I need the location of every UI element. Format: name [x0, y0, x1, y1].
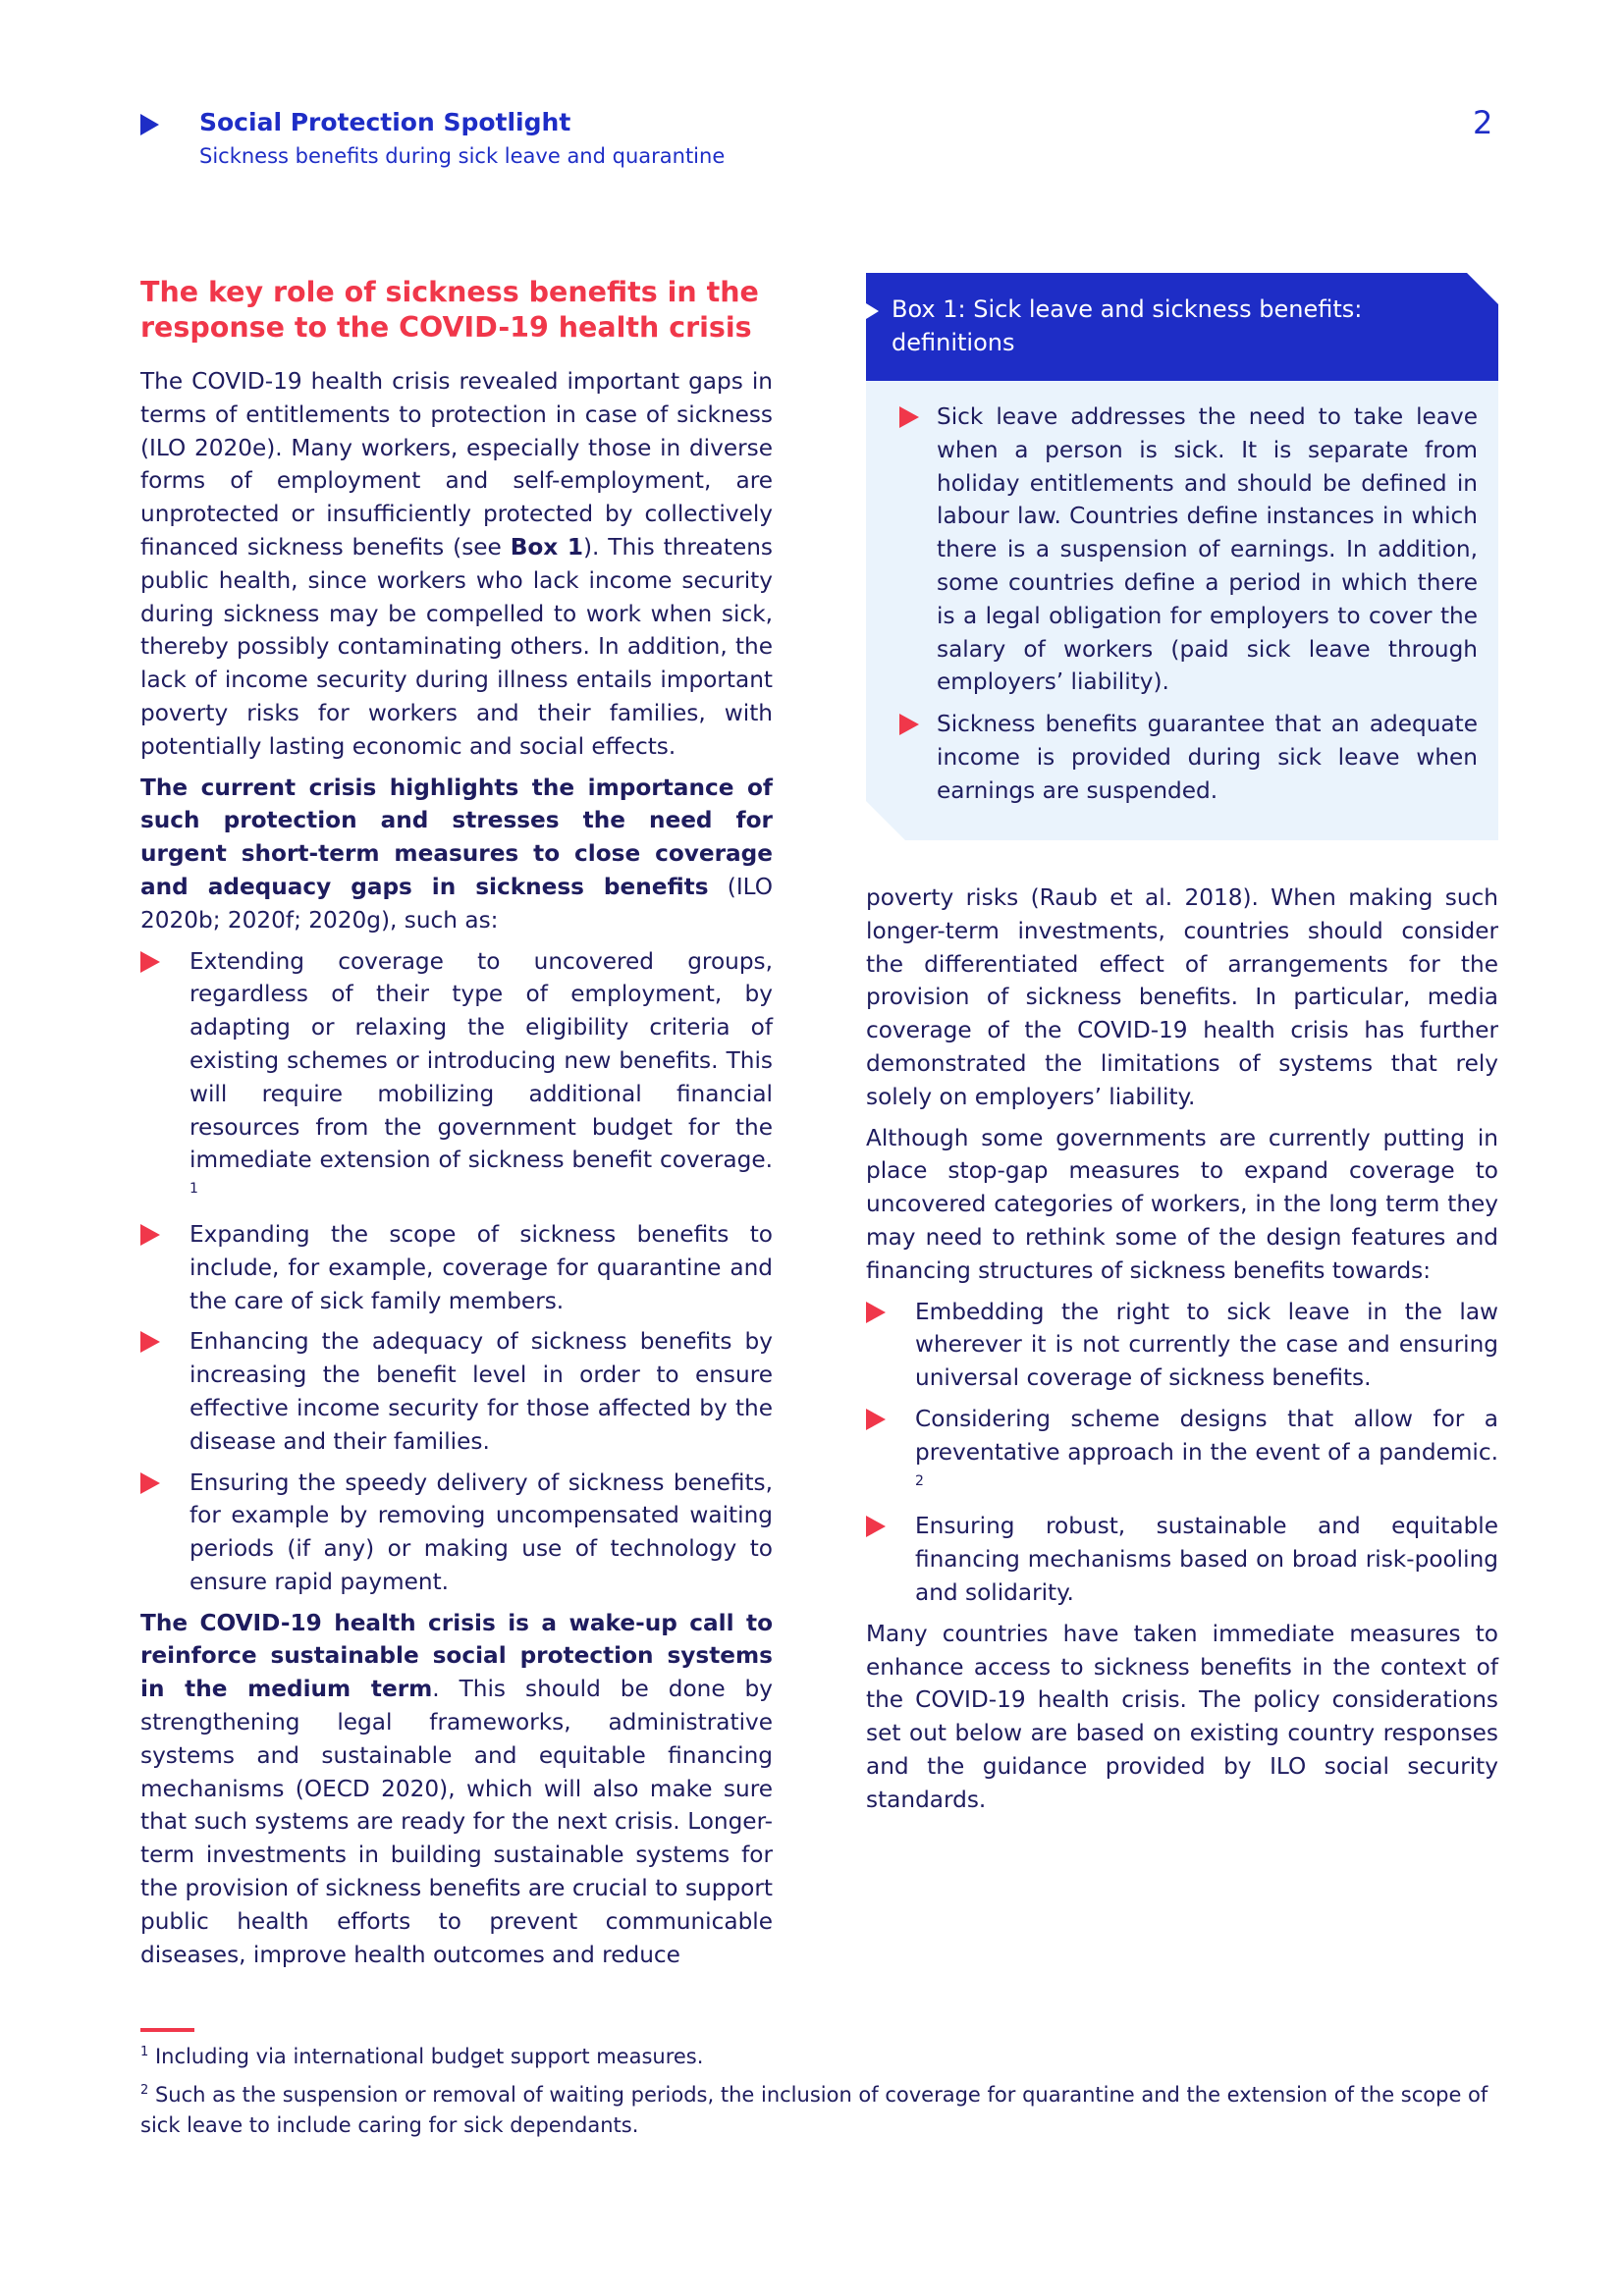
list-item: Expanding the scope of sickness benefits to include, for example, coverage for quarantine and the care of sick family members. [140, 1218, 773, 1317]
bullet-arrow-icon [899, 714, 919, 735]
list-item: Sickness benefits guarantee that an adequate income is provided during sick leave when earnings are suspended. [899, 708, 1478, 807]
list-item: Sick leave addresses the need to take leave when a person is sick. It is separate from holiday entitlements and should be defined in labour law. Countries define instances in which there is a suspension of earnings. In addition, some countries define a period in which there is a legal obligation for employers to cover the salary of workers (paid sick leave through employers’ liability). [899, 400, 1478, 699]
measures-paragraph: Many countries have taken immediate measures to enhance access to sickness benefits in the context of the COVID-19 health crisis. The policy considerations set out below are based on existing country responses and the guidance provided by ILO social security standards. [866, 1620, 1498, 1813]
header-arrow-icon [140, 114, 159, 135]
box-arrow-icon [866, 303, 879, 319]
section-title: The key role of sickness benefits in the response to the COVID-19 health crisis [140, 276, 759, 344]
bullet-arrow-icon [140, 1331, 160, 1353]
page-number: 2 [1473, 104, 1493, 141]
list-item: Ensuring robust, sustainable and equitable financing mechanisms based on broad risk-pooling and solidarity. [866, 1510, 1498, 1609]
publication-subtitle: Sickness benefits during sick leave and quarantine [199, 144, 726, 168]
definitions-box [866, 273, 1498, 840]
bullet-arrow-icon [866, 1409, 886, 1430]
box-reference: Box 1 [510, 533, 583, 561]
bullet-arrow-icon [140, 951, 160, 973]
bullet-arrow-icon [866, 1302, 886, 1323]
left-column [140, 275, 773, 1979]
list-item: Enhancing the adequacy of sickness benefits by increasing the benefit level in order to ensure effective income security for those affected by the disease and their families. [140, 1325, 773, 1458]
list-item: Embedding the right to sick leave in the law wherever it is not currently the case and ensuring universal coverage of sickness benefits. [866, 1296, 1498, 1395]
footnotes [140, 2042, 1498, 2149]
box-list [899, 400, 1478, 817]
crisis-paragraph: The current crisis highlights the importance of such protection and stresses the need for urgent short-term measures to close coverage and adequacy gaps in sickness benefits (ILO 2020b; 2020f; 2020g), such as: [140, 774, 773, 934]
bullet-arrow-icon [140, 1224, 160, 1246]
footnote-divider [140, 2028, 194, 2032]
list-item: Extending coverage to uncovered groups, regardless of their type of employment, by adapting or relaxing the eligibility criteria of existing schemes or introducing new benefits. This will require mobilizing additional financial resources from the government budget for the immediate extension of sickness benefit coverage. $^1$ [140, 945, 773, 1210]
publication-title: Social Protection Spotlight [199, 108, 571, 136]
footnote: $^2$ Such as the suspension or removal of waiting periods, the inclusion of coverage for quarantine and the extension of the scope of sick leave to include caring for sick dependants. [140, 2083, 1488, 2137]
list-item: Considering scheme designs that allow for a preventative approach in the event of a pandemic. $^2$ [866, 1403, 1498, 1502]
rethink-paragraph: Although some governments are currently putting in place stop-gap measures to expand coverage to uncovered categories of workers, in the long term they may need to rethink some of the design features and financing structures of sickness benefits towards: [866, 1124, 1498, 1284]
investment-paragraph: poverty risks (Raub et al. 2018). When making such longer-term investments, countries should consider the differentiated effect of arrangements for the provision of sickness benefits. In particular, media coverage of the COVID-19 health crisis has further demonstrated the limitations of systems that rely solely on employers’ liability. [866, 884, 1498, 1110]
wake-up-paragraph: The COVID-19 health crisis is a wake-up call to reinforce sustainable social protection systems in the medium term. This should be done by strengthening legal frameworks, administrative systems and sustainable and equitable financing mechanisms (OECD 2020), which will also make sure that such systems are ready for the next crisis. Longer-term investments in building sustainable systems for the provision of sickness benefits are crucial to support public health efforts to prevent communicable diseases, improve health outcomes and reduce [140, 1609, 773, 1968]
right-column [866, 881, 1498, 1825]
footnote: $^1$ Including via international budget support measures. [140, 2045, 704, 2068]
bullet-arrow-icon [866, 1516, 886, 1537]
box-title: Box 1: Sick leave and sickness benefits: definitions [892, 295, 1363, 356]
bullet-arrow-icon [899, 406, 919, 428]
list-item: Ensuring the speedy delivery of sickness benefits, for example by removing uncompensated waiting periods (if any) or making use of technology to ensure rapid payment. [140, 1467, 773, 1599]
intro-paragraph: The COVID-19 health crisis revealed important gaps in terms of entitlements to protection in case of sickness (ILO 2020e). Many workers, especially those in diverse forms of employment and self-employment, are unprotected or insufficiently protected by collectively financed sickness benefits (see Box 1). This threatens public health, since workers who lack income security during sickness may be compelled to work when sick, thereby possibly contaminating others. In addition, the lack of income security during illness entails important poverty risks for workers and their families, with potentially lasting economic and social effects. [140, 368, 773, 760]
footnote-marker: 2 [915, 1472, 924, 1489]
footnote-marker: 1 [189, 1181, 198, 1198]
bullet-arrow-icon [140, 1472, 160, 1494]
